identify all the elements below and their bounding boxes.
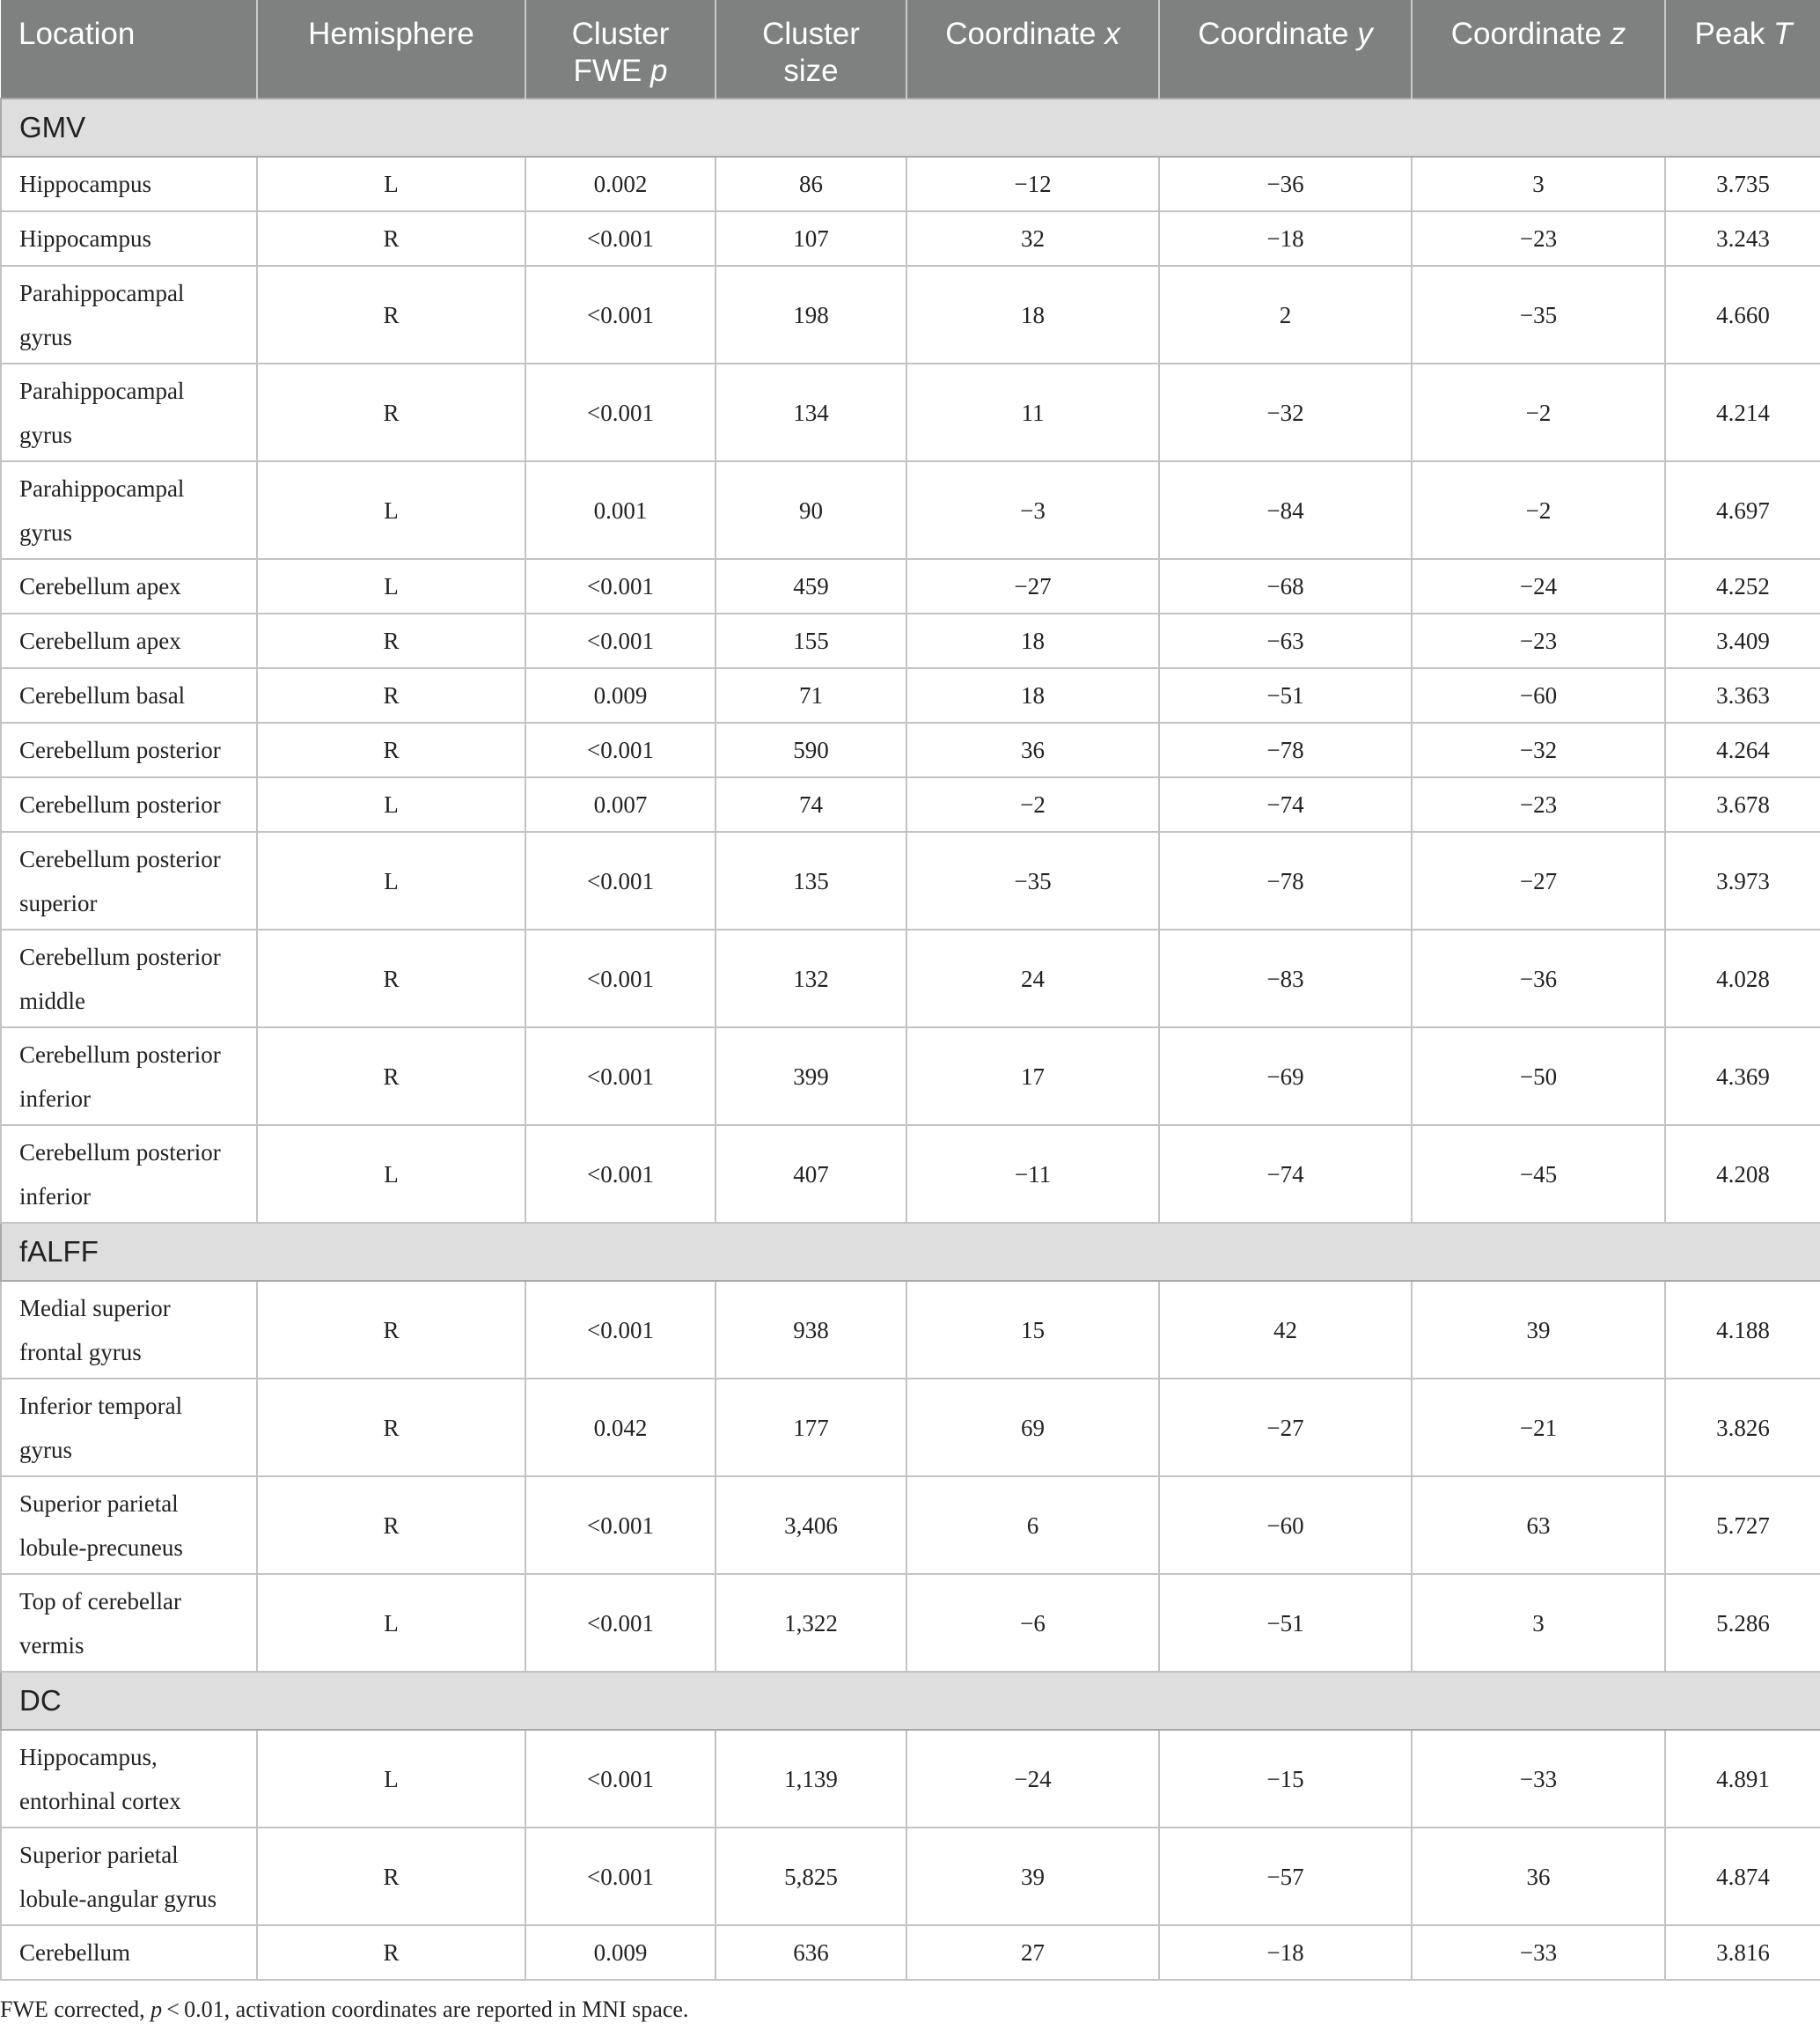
table-row	[1, 364, 1820, 461]
coordinate-x-cell: 18	[906, 614, 1159, 668]
header-cluster-fwe-p	[525, 0, 716, 99]
cluster-size-cell: 1,139	[716, 1730, 906, 1828]
header-cluster-size-line1: Cluster	[762, 17, 860, 51]
coordinate-x-cell: 36	[906, 723, 1159, 777]
cluster-fwe-p-cell: <0.001	[525, 1125, 716, 1223]
location-cell	[1, 1828, 257, 1925]
location-line2: inferior	[19, 1085, 91, 1112]
coordinate-y-cell: −32	[1159, 364, 1412, 461]
location-cell	[1, 1476, 257, 1574]
location-cell	[1, 211, 257, 266]
hemisphere-cell: L	[257, 559, 525, 614]
coordinate-z-cell: −24	[1412, 559, 1665, 614]
peak-t-cell: 4.660	[1665, 266, 1820, 364]
peak-t-cell: 4.891	[1665, 1730, 1820, 1828]
peak-t-cell: 3.973	[1665, 832, 1820, 930]
location-line2: lobule-angular gyrus	[19, 1885, 217, 1912]
location-line1: Medial superior	[19, 1294, 171, 1321]
coordinate-y-cell: −60	[1159, 1476, 1412, 1574]
hemisphere-cell: L	[257, 1730, 525, 1828]
header-coordinate-z-label: Coordinate	[1450, 17, 1611, 51]
hemisphere-cell: R	[257, 211, 525, 266]
cluster-size-cell: 459	[716, 559, 906, 614]
location-line1: Parahippocampal	[19, 377, 185, 404]
location-line2: lobule-precuneus	[19, 1534, 183, 1561]
header-coordinate-y-var: y	[1357, 17, 1373, 51]
coordinate-z-cell: 63	[1412, 1476, 1665, 1574]
cluster-size-cell: 107	[716, 211, 906, 266]
header-location-label: Location	[18, 17, 136, 51]
location-line2: gyrus	[19, 323, 72, 350]
location-cell	[1, 723, 257, 777]
header-location	[1, 0, 257, 99]
header-peak-t	[1665, 0, 1820, 99]
peak-t-cell: 4.028	[1665, 930, 1820, 1027]
header-coordinate-y	[1159, 0, 1412, 99]
coordinate-z-cell: 3	[1412, 157, 1665, 211]
section-label: GMV	[1, 99, 1820, 157]
coordinate-z-cell: −23	[1412, 614, 1665, 668]
location-line2: frontal gyrus	[19, 1338, 142, 1365]
coordinate-y-cell: 2	[1159, 266, 1412, 364]
coordinate-y-cell: −74	[1159, 1125, 1412, 1223]
coordinate-x-cell: 11	[906, 364, 1159, 461]
coordinate-z-cell: −60	[1412, 668, 1665, 723]
coordinate-y-cell: −84	[1159, 461, 1412, 559]
table-header	[1, 0, 1820, 99]
location-line1: Cerebellum posterior	[19, 1041, 221, 1068]
hemisphere-cell: R	[257, 1828, 525, 1925]
peak-t-cell: 3.243	[1665, 211, 1820, 266]
table-row	[1, 266, 1820, 364]
location-line2: middle	[19, 987, 85, 1014]
table-row	[1, 1379, 1820, 1476]
cluster-size-cell: 74	[716, 777, 906, 832]
location-line1: Hippocampus	[19, 171, 151, 197]
peak-t-cell: 4.188	[1665, 1281, 1820, 1379]
table-row	[1, 614, 1820, 668]
coordinate-x-cell: −12	[906, 157, 1159, 211]
location-line1: Inferior temporal	[19, 1392, 183, 1419]
header-hemisphere	[257, 0, 525, 99]
location-line1: Cerebellum posterior	[19, 943, 221, 970]
peak-t-cell: 3.826	[1665, 1379, 1820, 1476]
coordinate-z-cell: −23	[1412, 777, 1665, 832]
coordinate-y-cell: −63	[1159, 614, 1412, 668]
cluster-size-cell: 938	[716, 1281, 906, 1379]
coordinate-z-cell: 36	[1412, 1828, 1665, 1925]
location-line2: gyrus	[19, 519, 72, 546]
footnote-p-var: p	[150, 1997, 163, 2022]
section-label: fALFF	[1, 1223, 1820, 1281]
hemisphere-cell: L	[257, 777, 525, 832]
cluster-fwe-p-cell: <0.001	[525, 930, 716, 1027]
peak-t-cell: 5.727	[1665, 1476, 1820, 1574]
cluster-size-cell: 155	[716, 614, 906, 668]
table-row	[1, 1574, 1820, 1672]
cluster-size-cell: 135	[716, 832, 906, 930]
location-line1: Superior parietal	[19, 1489, 179, 1517]
header-peak-label: Peak	[1694, 17, 1774, 51]
location-line2: gyrus	[19, 421, 72, 448]
table-body	[1, 99, 1820, 1980]
coordinate-z-cell: 3	[1412, 1574, 1665, 1672]
coordinate-x-cell: −27	[906, 559, 1159, 614]
section-row	[1, 99, 1820, 157]
cluster-size-cell: 198	[716, 266, 906, 364]
location-cell	[1, 364, 257, 461]
location-cell	[1, 777, 257, 832]
coordinate-y-cell: −78	[1159, 723, 1412, 777]
location-line2: inferior	[19, 1182, 91, 1210]
location-cell	[1, 668, 257, 723]
header-coordinate-x-var: x	[1104, 17, 1120, 51]
location-cell	[1, 1574, 257, 1672]
coordinate-z-cell: −27	[1412, 832, 1665, 930]
coordinate-y-cell: −15	[1159, 1730, 1412, 1828]
location-line1: Cerebellum posterior	[19, 845, 221, 872]
coordinate-y-cell: −68	[1159, 559, 1412, 614]
table-row	[1, 157, 1820, 211]
table-row	[1, 461, 1820, 559]
cluster-size-cell: 177	[716, 1379, 906, 1476]
peak-t-cell: 3.363	[1665, 668, 1820, 723]
coordinate-z-cell: −45	[1412, 1125, 1665, 1223]
cluster-fwe-p-cell: <0.001	[525, 266, 716, 364]
hemisphere-cell: L	[257, 1125, 525, 1223]
footnote-prefix: FWE corrected,	[0, 1997, 151, 2022]
table-row	[1, 832, 1820, 930]
header-cluster-fwe-line1: Cluster	[571, 17, 670, 51]
header-coordinate-y-label: Coordinate	[1198, 17, 1358, 51]
header-cluster-size	[716, 0, 906, 99]
coordinate-y-cell: −18	[1159, 1925, 1412, 1980]
location-line1: Parahippocampal	[19, 279, 185, 306]
hemisphere-cell: R	[257, 1925, 525, 1980]
cluster-fwe-p-cell: <0.001	[525, 1828, 716, 1925]
coordinate-y-cell: −83	[1159, 930, 1412, 1027]
location-line1: Hippocampus,	[19, 1743, 158, 1770]
footnote-suffix: < 0.01, activation coordinates are reported in MNI space.	[162, 1997, 689, 2022]
coordinate-x-cell: −3	[906, 461, 1159, 559]
header-cluster-fwe-p-var: p	[650, 54, 668, 88]
hemisphere-cell: R	[257, 364, 525, 461]
coordinate-y-cell: −78	[1159, 832, 1412, 930]
coordinate-x-cell: 15	[906, 1281, 1159, 1379]
cluster-fwe-p-cell: <0.001	[525, 559, 716, 614]
table-row	[1, 1730, 1820, 1828]
location-cell	[1, 930, 257, 1027]
header-coordinate-x	[906, 0, 1159, 99]
coordinate-z-cell: −36	[1412, 930, 1665, 1027]
location-line1: Parahippocampal	[19, 474, 185, 502]
table-footnote	[0, 1997, 688, 2023]
location-line1: Cerebellum posterior	[19, 791, 221, 818]
coordinate-y-cell: −27	[1159, 1379, 1412, 1476]
location-cell	[1, 559, 257, 614]
coordinate-z-cell: −2	[1412, 364, 1665, 461]
coordinate-z-cell: −35	[1412, 266, 1665, 364]
cluster-size-cell: 407	[716, 1125, 906, 1223]
coordinate-x-cell: 39	[906, 1828, 1159, 1925]
hemisphere-cell: R	[257, 668, 525, 723]
coordinate-y-cell: −57	[1159, 1828, 1412, 1925]
hemisphere-cell: R	[257, 1379, 525, 1476]
table-row	[1, 723, 1820, 777]
location-cell	[1, 1125, 257, 1223]
coordinate-x-cell: −24	[906, 1730, 1159, 1828]
table-row	[1, 1125, 1820, 1223]
cluster-fwe-p-cell: 0.007	[525, 777, 716, 832]
table-row	[1, 930, 1820, 1027]
location-cell	[1, 1730, 257, 1828]
peak-t-cell: 3.816	[1665, 1925, 1820, 1980]
cluster-size-cell: 636	[716, 1925, 906, 1980]
location-line1: Cerebellum posterior	[19, 737, 221, 763]
location-line1: Cerebellum	[19, 1939, 130, 1966]
coordinate-y-cell: −74	[1159, 777, 1412, 832]
table-row	[1, 1281, 1820, 1379]
cluster-size-cell: 399	[716, 1027, 906, 1125]
coordinate-y-cell: −51	[1159, 668, 1412, 723]
table-row	[1, 1476, 1820, 1574]
location-cell	[1, 1925, 257, 1980]
cluster-size-cell: 71	[716, 668, 906, 723]
coordinate-y-cell: −69	[1159, 1027, 1412, 1125]
cluster-fwe-p-cell: 0.042	[525, 1379, 716, 1476]
cluster-size-cell: 3,406	[716, 1476, 906, 1574]
location-line2: vermis	[19, 1631, 84, 1659]
coordinate-x-cell: −35	[906, 832, 1159, 930]
peak-t-cell: 5.286	[1665, 1574, 1820, 1672]
location-line1: Top of cerebellar	[19, 1587, 182, 1614]
location-line1: Cerebellum posterior	[19, 1138, 221, 1166]
cluster-fwe-p-cell: 0.009	[525, 668, 716, 723]
coordinate-x-cell: 18	[906, 266, 1159, 364]
hemisphere-cell: R	[257, 1476, 525, 1574]
hemisphere-cell: L	[257, 832, 525, 930]
location-line2: gyrus	[19, 1436, 72, 1463]
header-cluster-size-line2: size	[783, 54, 839, 88]
coordinate-x-cell: 27	[906, 1925, 1159, 1980]
coordinate-y-cell: −18	[1159, 211, 1412, 266]
header-row	[1, 0, 1820, 99]
location-line1: Cerebellum basal	[19, 682, 186, 709]
cluster-size-cell: 134	[716, 364, 906, 461]
hemisphere-cell: R	[257, 1281, 525, 1379]
hemisphere-cell: R	[257, 930, 525, 1027]
coordinate-z-cell: 39	[1412, 1281, 1665, 1379]
peak-t-cell: 4.252	[1665, 559, 1820, 614]
cluster-fwe-p-cell: <0.001	[525, 1027, 716, 1125]
coordinate-x-cell: −6	[906, 1574, 1159, 1672]
cluster-fwe-p-cell: <0.001	[525, 614, 716, 668]
coordinate-z-cell: −32	[1412, 723, 1665, 777]
coordinate-z-cell: −33	[1412, 1925, 1665, 1980]
coordinate-x-cell: 69	[906, 1379, 1159, 1476]
section-row	[1, 1223, 1820, 1281]
cluster-size-cell: 590	[716, 723, 906, 777]
peak-t-cell: 3.678	[1665, 777, 1820, 832]
coordinate-z-cell: −23	[1412, 211, 1665, 266]
location-line1: Cerebellum apex	[19, 628, 181, 654]
cluster-fwe-p-cell: <0.001	[525, 1730, 716, 1828]
coordinate-z-cell: −2	[1412, 461, 1665, 559]
cluster-fwe-p-cell: <0.001	[525, 723, 716, 777]
cluster-size-cell: 90	[716, 461, 906, 559]
header-hemisphere-label: Hemisphere	[308, 17, 474, 51]
header-coordinate-x-label: Coordinate	[945, 17, 1105, 51]
coordinate-x-cell: 32	[906, 211, 1159, 266]
location-line1: Cerebellum apex	[19, 573, 181, 599]
peak-t-cell: 3.409	[1665, 614, 1820, 668]
table-row	[1, 559, 1820, 614]
location-cell	[1, 266, 257, 364]
location-cell	[1, 461, 257, 559]
cluster-fwe-p-cell: <0.001	[525, 832, 716, 930]
location-cell	[1, 1027, 257, 1125]
hemisphere-cell: L	[257, 157, 525, 211]
coordinate-x-cell: −11	[906, 1125, 1159, 1223]
location-line2: superior	[19, 889, 98, 916]
location-line1: Hippocampus	[19, 225, 151, 252]
cluster-fwe-p-cell: <0.001	[525, 364, 716, 461]
peak-t-cell: 4.874	[1665, 1828, 1820, 1925]
table-row	[1, 1027, 1820, 1125]
cluster-fwe-p-cell: 0.009	[525, 1925, 716, 1980]
coordinate-y-cell: −36	[1159, 157, 1412, 211]
location-cell	[1, 1379, 257, 1476]
hemisphere-cell: R	[257, 614, 525, 668]
coordinate-x-cell: −2	[906, 777, 1159, 832]
coordinate-y-cell: 42	[1159, 1281, 1412, 1379]
peak-t-cell: 4.208	[1665, 1125, 1820, 1223]
section-row	[1, 1672, 1820, 1730]
location-line1: Superior parietal	[19, 1841, 179, 1868]
table-row	[1, 211, 1820, 266]
hemisphere-cell: R	[257, 723, 525, 777]
section-label: DC	[1, 1672, 1820, 1730]
cluster-size-cell: 5,825	[716, 1828, 906, 1925]
peak-t-cell: 4.264	[1665, 723, 1820, 777]
coordinate-z-cell: −50	[1412, 1027, 1665, 1125]
location-cell	[1, 157, 257, 211]
coordinate-x-cell: 24	[906, 930, 1159, 1027]
coordinate-z-cell: −33	[1412, 1730, 1665, 1828]
coordinate-z-cell: −21	[1412, 1379, 1665, 1476]
hemisphere-cell: L	[257, 1574, 525, 1672]
location-cell	[1, 1281, 257, 1379]
hemisphere-cell: L	[257, 461, 525, 559]
cluster-fwe-p-cell: 0.001	[525, 461, 716, 559]
table-row	[1, 1925, 1820, 1980]
table-row	[1, 777, 1820, 832]
header-peak-var: T	[1773, 17, 1793, 51]
hemisphere-cell: R	[257, 266, 525, 364]
peak-t-cell: 4.697	[1665, 461, 1820, 559]
peak-t-cell: 3.735	[1665, 157, 1820, 211]
cluster-fwe-p-cell: <0.001	[525, 211, 716, 266]
table-row	[1, 668, 1820, 723]
header-cluster-fwe-line2: FWE	[573, 54, 650, 88]
cluster-size-cell: 86	[716, 157, 906, 211]
cluster-size-cell: 1,322	[716, 1574, 906, 1672]
cluster-size-cell: 132	[716, 930, 906, 1027]
coordinate-x-cell: 18	[906, 668, 1159, 723]
peak-t-cell: 4.214	[1665, 364, 1820, 461]
location-line2: entorhinal cortex	[19, 1787, 181, 1814]
cluster-fwe-p-cell: 0.002	[525, 157, 716, 211]
coordinate-x-cell: 6	[906, 1476, 1159, 1574]
cluster-fwe-p-cell: <0.001	[525, 1574, 716, 1672]
hemisphere-cell: R	[257, 1027, 525, 1125]
location-cell	[1, 614, 257, 668]
coordinate-x-cell: 17	[906, 1027, 1159, 1125]
cluster-fwe-p-cell: <0.001	[525, 1281, 716, 1379]
location-cell	[1, 832, 257, 930]
cluster-fwe-p-cell: <0.001	[525, 1476, 716, 1574]
header-coordinate-z-var: z	[1610, 17, 1626, 51]
peak-t-cell: 4.369	[1665, 1027, 1820, 1125]
table-row	[1, 1828, 1820, 1925]
header-coordinate-z	[1412, 0, 1665, 99]
coordinate-y-cell: −51	[1159, 1574, 1412, 1672]
